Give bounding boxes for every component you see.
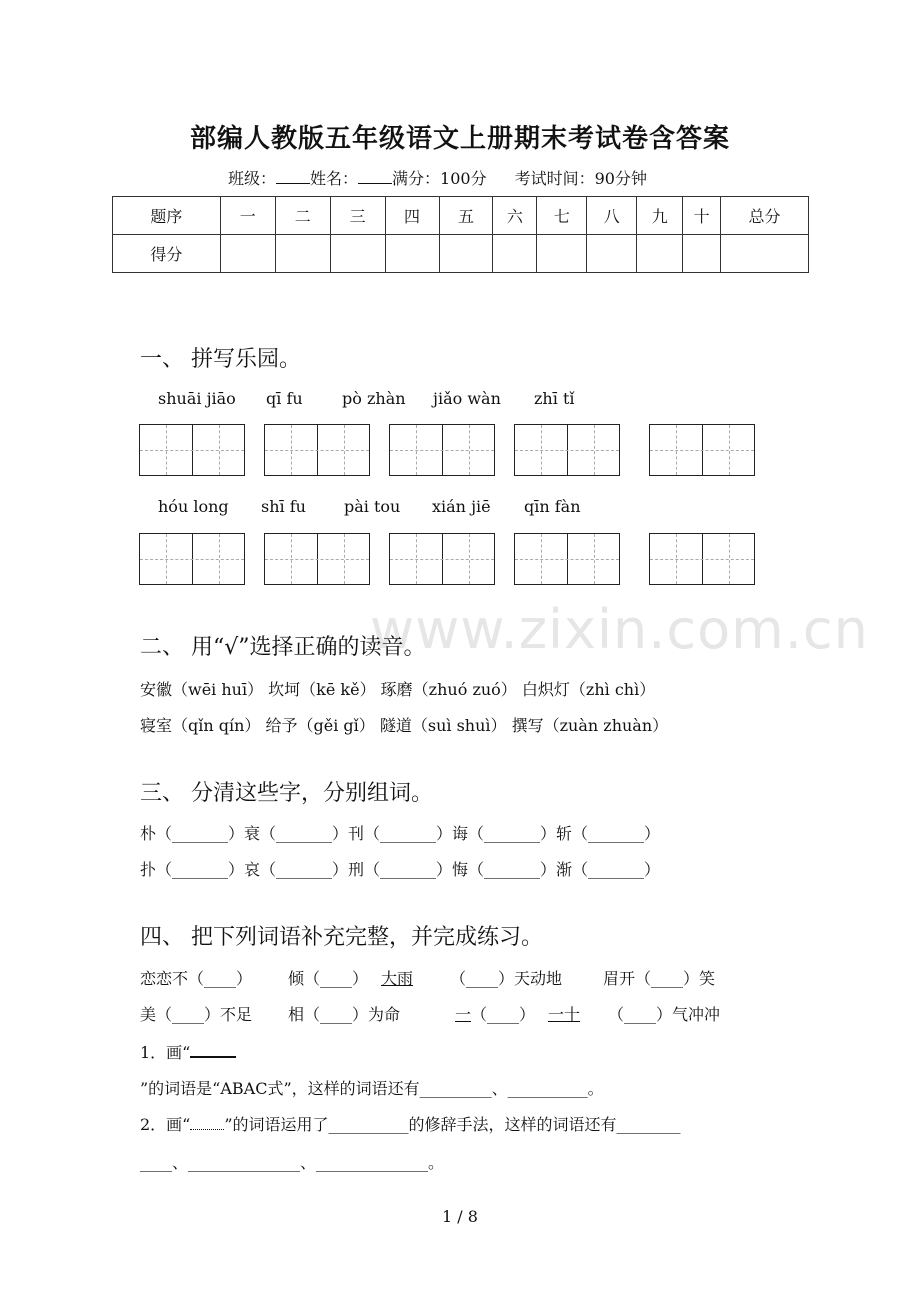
time-text: 考试时间：90分钟 <box>514 169 647 188</box>
writing-grid[interactable] <box>514 424 620 476</box>
info-line <box>228 166 647 189</box>
word-group-line: 朴（_______）衰（_______）刊（_______）诲（_______）斩（_______） <box>140 824 661 843</box>
wavy-underline-sample <box>190 1117 224 1130</box>
score-cell <box>330 235 385 273</box>
idiom-item: （____）天动地 <box>450 969 563 988</box>
idiom-underlined-part: 一 <box>455 1005 472 1024</box>
score-header-cell: 六 <box>493 197 537 235</box>
pinyin-label: xián jiē <box>432 497 491 516</box>
pinyin-label: zhī tǐ <box>534 389 575 408</box>
score-header-cell: 十 <box>683 197 721 235</box>
score-header-cell: 二 <box>275 197 330 235</box>
writing-grid[interactable] <box>514 533 620 585</box>
score-header-cell: 五 <box>439 197 493 235</box>
straight-underline-sample <box>190 1046 236 1058</box>
idiom-item: 眉开（____）笑 <box>603 969 716 988</box>
score-cell <box>275 235 330 273</box>
score-cell <box>637 235 683 273</box>
page-number: 1 / 8 <box>442 1207 478 1226</box>
score-row-label: 得分 <box>113 235 221 273</box>
pinyin-label: shuāi jiāo <box>158 389 236 408</box>
score-header-cell: 四 <box>385 197 439 235</box>
score-text: 满分：100分 <box>392 169 487 188</box>
score-header-cell: 七 <box>537 197 587 235</box>
idiom-item: （____） <box>471 1005 536 1024</box>
section-2-heading: 二、 用“√”选择正确的读音。 <box>140 635 426 660</box>
class-blank <box>276 169 310 184</box>
score-header-cell: 八 <box>587 197 637 235</box>
score-header-cell: 题序 <box>113 197 221 235</box>
pinyin-label: shī fu <box>261 497 306 516</box>
pinyin-label: qī fu <box>266 389 303 408</box>
score-header-cell: 九 <box>637 197 683 235</box>
score-cell <box>587 235 637 273</box>
score-cell <box>721 235 809 273</box>
watermark: www.zixin.com.cn <box>370 598 869 661</box>
section-4-heading: 四、 把下列词语补充完整，并完成练习。 <box>140 925 543 950</box>
writing-grid[interactable] <box>139 533 245 585</box>
section-1-heading: 一、 拼写乐园。 <box>140 347 301 372</box>
score-header-cell: 一 <box>220 197 275 235</box>
score-cell <box>220 235 275 273</box>
writing-grid[interactable] <box>649 533 755 585</box>
writing-grid[interactable] <box>264 533 370 585</box>
question-1-start <box>140 1040 236 1063</box>
score-header-row <box>113 197 809 235</box>
writing-grid[interactable] <box>139 424 245 476</box>
pinyin-label: jiǎo wàn <box>433 389 501 408</box>
question-1-prefix: 1．画“ <box>140 1043 191 1062</box>
score-header-cell: 三 <box>330 197 385 235</box>
writing-grid[interactable] <box>389 533 495 585</box>
score-table <box>112 196 809 273</box>
score-cell <box>683 235 721 273</box>
question-2-continuation: ____、______________、______________。 <box>140 1153 445 1172</box>
question-1-text: ”的词语是“ABAC式”，这样的词语还有_________、__________。 <box>140 1079 604 1098</box>
score-cell <box>493 235 537 273</box>
score-header-cell: 总分 <box>721 197 809 235</box>
writing-grid[interactable] <box>264 424 370 476</box>
writing-grid[interactable] <box>389 424 495 476</box>
writing-grid[interactable] <box>649 424 755 476</box>
reading-choice-line: 安徽（wēi huī） 坎坷（kē kě） 琢磨（zhuó zuó） 白炽灯（zhì chì） <box>140 680 656 699</box>
pinyin-label: qīn fàn <box>524 497 581 516</box>
idiom-item: 相（____）为命 <box>288 1005 401 1024</box>
score-cell <box>385 235 439 273</box>
question-2-body: ”的词语运用了__________的修辞手法，这样的词语还有________ <box>224 1115 681 1134</box>
class-label: 班级： <box>228 169 277 188</box>
section-3-heading: 三、 分清这些字，分别组词。 <box>140 781 433 806</box>
pinyin-label: pò zhàn <box>342 389 406 408</box>
question-2-text <box>140 1112 681 1135</box>
idiom-item: 倾（____） <box>288 969 369 988</box>
name-blank <box>358 169 392 184</box>
pinyin-label: hóu long <box>158 497 229 516</box>
score-value-row <box>113 235 809 273</box>
score-cell <box>537 235 587 273</box>
question-2-prefix: 2．画“ <box>140 1115 191 1134</box>
idiom-item: （____）气冲冲 <box>608 1005 721 1024</box>
pinyin-label: pài tou <box>344 497 401 516</box>
word-group-line: 扑（_______）哀（_______）刑（_______）悔（_______）渐（_______） <box>140 860 661 879</box>
idiom-underlined-part: 大雨 <box>381 969 414 988</box>
idiom-underlined-part: 一十 <box>548 1005 581 1024</box>
idiom-item: 恋恋不（____） <box>140 969 253 988</box>
idiom-item: 美（____）不足 <box>140 1005 253 1024</box>
score-cell <box>439 235 493 273</box>
page-title: 部编人教版五年级语文上册期末考试卷含答案 <box>189 124 730 154</box>
name-label: 姓名： <box>310 169 359 188</box>
reading-choice-line: 寝室（qǐn qín） 给予（gěi gǐ） 隧道（suì shuì） 撰写（zuàn zhuàn） <box>140 716 669 735</box>
